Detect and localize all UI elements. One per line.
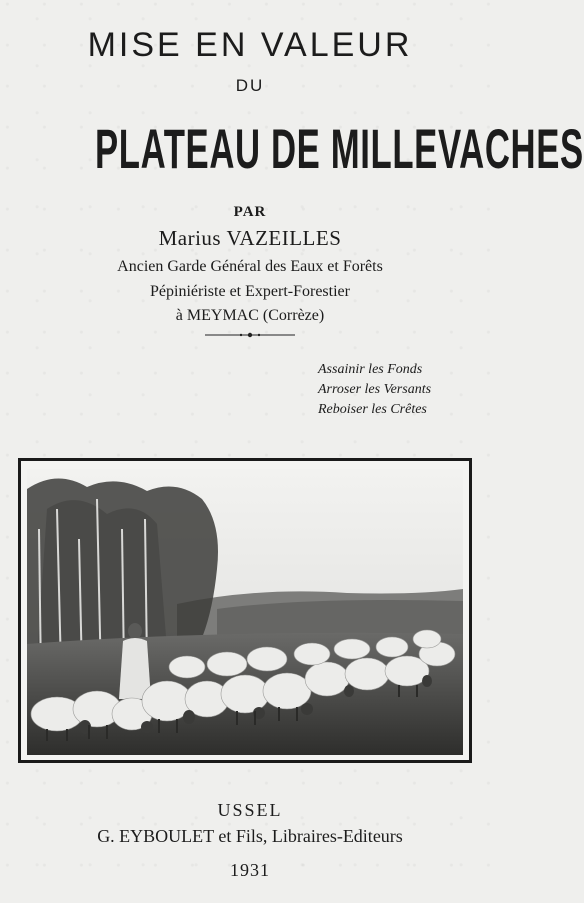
main-title: PLATEAU DE MILLEVACHES [95, 117, 584, 180]
author-title-1: Ancien Garde Général des Eaux et Forêts [117, 258, 383, 275]
by-label: PAR [233, 204, 267, 220]
sheep-photo [27, 469, 463, 755]
publication-year: 1931 [230, 860, 270, 880]
sheep-flock-image [27, 469, 463, 755]
title-line-2: DU [235, 76, 265, 95]
mottos [318, 360, 488, 420]
publisher-name: G. EYBOULET et Fils, Libraires-Editeurs [97, 826, 403, 846]
publisher-city: USSEL [217, 800, 283, 820]
author-name: Marius VAZEILLES [158, 226, 342, 250]
title-line-1: MISE EN VALEUR [87, 26, 413, 64]
motto-1: Assainir les Fonds [318, 362, 423, 377]
author-title-2: Pépiniériste et Expert-Forestier [150, 283, 350, 300]
motto-3: Reboiser les Crêtes [318, 402, 427, 417]
author-location: à MEYMAC (Corrèze) [175, 307, 325, 324]
motto-2: Arroser les Versants [318, 382, 432, 397]
ornament-rule [205, 332, 295, 338]
photo-frame [18, 458, 472, 763]
